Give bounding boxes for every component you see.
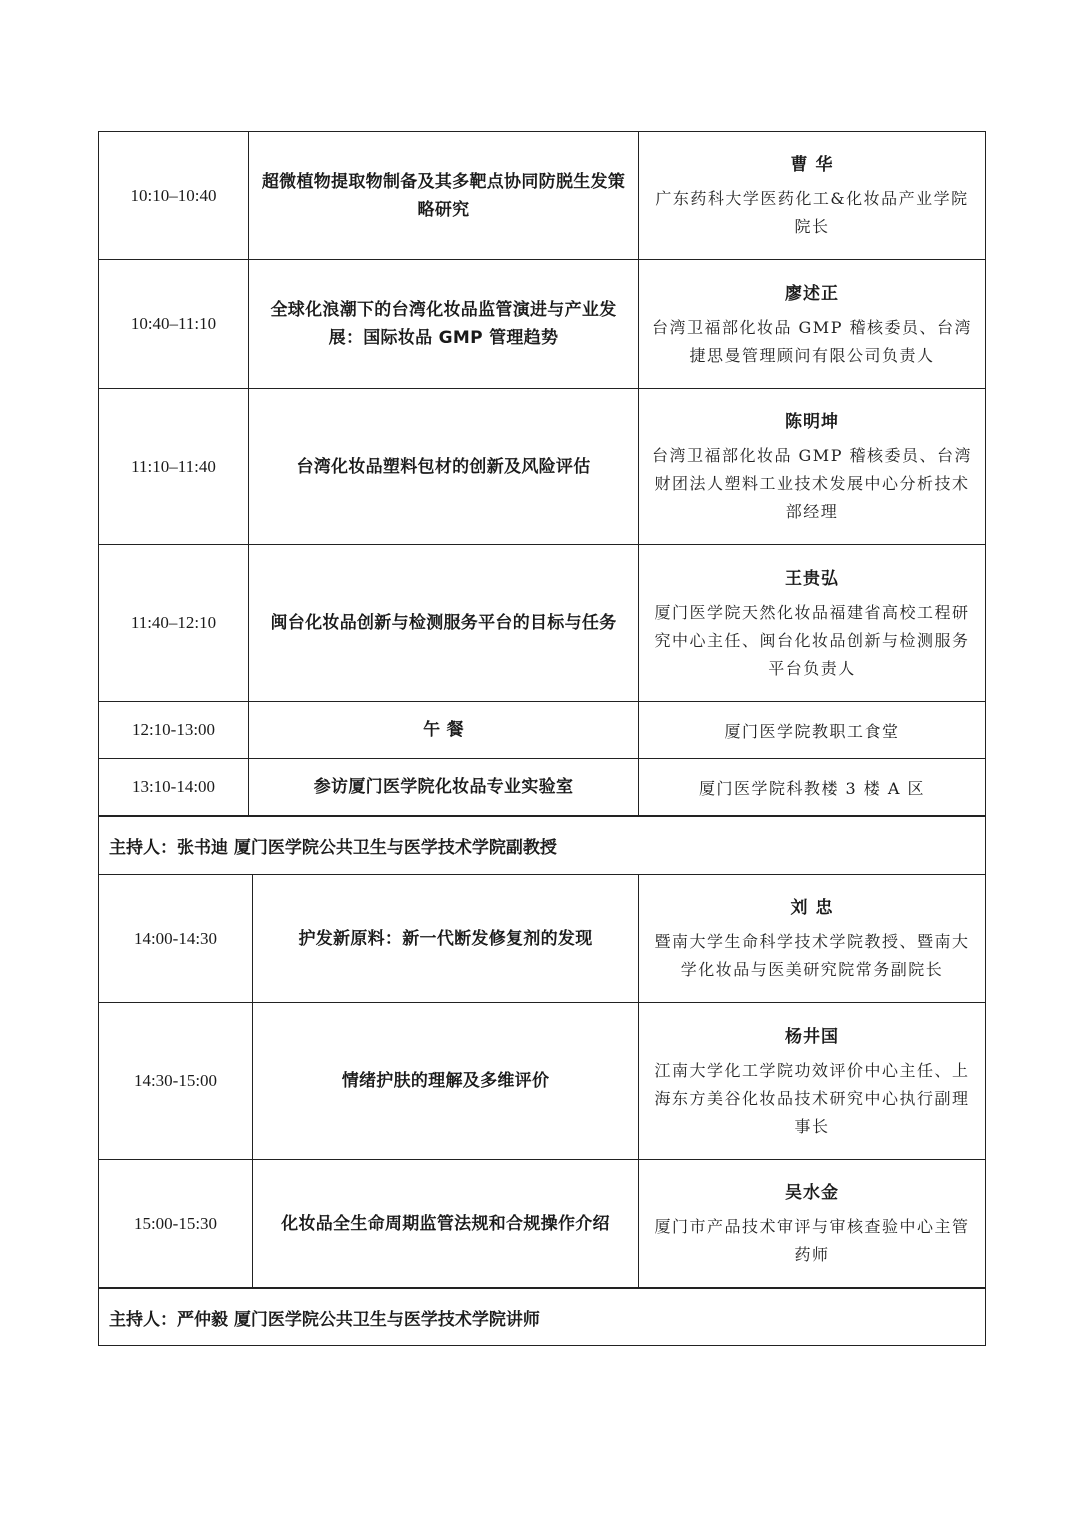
speaker-name: 王贵弘 bbox=[785, 568, 839, 589]
speaker-name: 杨井国 bbox=[785, 1026, 839, 1047]
session-time: 15:00-15:30 bbox=[99, 1160, 253, 1288]
speaker-affiliation: 台湾卫福部化妆品 GMP 稽核委员、台湾捷思曼管理顾问有限公司负责人 bbox=[651, 317, 973, 365]
speaker-cell bbox=[639, 389, 985, 545]
session-time: 11:10–11:40 bbox=[99, 389, 249, 545]
speaker-affiliation: 台湾卫福部化妆品 GMP 稽核委员、台湾财团法人塑料工业技术发展中心分析技术部经理 bbox=[651, 446, 973, 521]
speaker-cell bbox=[639, 260, 985, 389]
speaker-cell bbox=[639, 1160, 985, 1288]
speaker-name: 吴水金 bbox=[785, 1183, 839, 1203]
session-topic: 台湾化妆品塑料包材的创新及风险评估 bbox=[249, 389, 639, 545]
session-time: 10:10–10:40 bbox=[99, 132, 249, 260]
session-time: 12:10-13:00 bbox=[99, 702, 249, 759]
session-topic: 超微植物提取物制备及其多靶点协同防脱生发策略研究 bbox=[249, 132, 639, 260]
session-time: 14:30-15:00 bbox=[99, 1003, 253, 1160]
speaker-affiliation: 暨南大学生命科学技术学院教授、暨南大学化妆品与医美研究院常务副院长 bbox=[654, 932, 970, 979]
speaker-cell bbox=[639, 1003, 985, 1160]
session-time: 11:40–12:10 bbox=[99, 545, 249, 702]
speaker-affiliation: 厦门医学院天然化妆品福建省高校工程研究中心主任、闽台化妆品创新与检测服务平台负责人 bbox=[654, 602, 970, 678]
speaker-name: 陈明坤 bbox=[785, 412, 839, 432]
host-row: 主持人：张书迪 厦门医学院公共卫生与医学技术学院副教授 bbox=[98, 816, 986, 874]
speaker-affiliation: 厦门市产品技术审评与审核查验中心主管药师 bbox=[654, 1217, 970, 1264]
speaker-cell bbox=[639, 545, 985, 702]
session-topic: 全球化浪潮下的台湾化妆品监管演进与产业发展：国际妆品 GMP 管理趋势 bbox=[249, 260, 639, 389]
session-topic: 情绪护肤的理解及多维评价 bbox=[253, 1003, 639, 1160]
morning-block bbox=[98, 131, 986, 816]
afternoon-block bbox=[98, 874, 986, 1288]
session-time: 13:10-14:00 bbox=[99, 759, 249, 816]
session-time: 14:00-14:30 bbox=[99, 875, 253, 1003]
speaker-cell bbox=[639, 875, 985, 1003]
session-topic: 午 餐 bbox=[249, 702, 639, 759]
session-location: 厦门医学院科教楼 3 楼 A 区 bbox=[639, 759, 985, 816]
host-row: 主持人：严仲毅 厦门医学院公共卫生与医学技术学院讲师 bbox=[98, 1288, 986, 1346]
session-topic: 闽台化妆品创新与检测服务平台的目标与任务 bbox=[249, 545, 639, 702]
session-topic: 化妆品全生命周期监管法规和合规操作介绍 bbox=[253, 1160, 639, 1288]
speaker-name: 曹 华 bbox=[790, 155, 834, 175]
session-topic: 参访厦门医学院化妆品专业实验室 bbox=[249, 759, 639, 816]
speaker-cell bbox=[639, 132, 985, 260]
speaker-name: 刘 忠 bbox=[790, 898, 834, 918]
speaker-affiliation: 江南大学化工学院功效评价中心主任、上海东方美谷化妆品技术研究中心执行副理事长 bbox=[654, 1060, 970, 1136]
agenda-table bbox=[98, 131, 986, 1346]
speaker-affiliation: 广东药科大学医药化工&化妆品产业学院院长 bbox=[655, 189, 969, 236]
session-topic: 护发新原料：新一代断发修复剂的发现 bbox=[253, 875, 639, 1003]
session-location: 厦门医学院教职工食堂 bbox=[639, 702, 985, 759]
speaker-name: 廖述正 bbox=[785, 283, 839, 304]
session-time: 10:40–11:10 bbox=[99, 260, 249, 389]
